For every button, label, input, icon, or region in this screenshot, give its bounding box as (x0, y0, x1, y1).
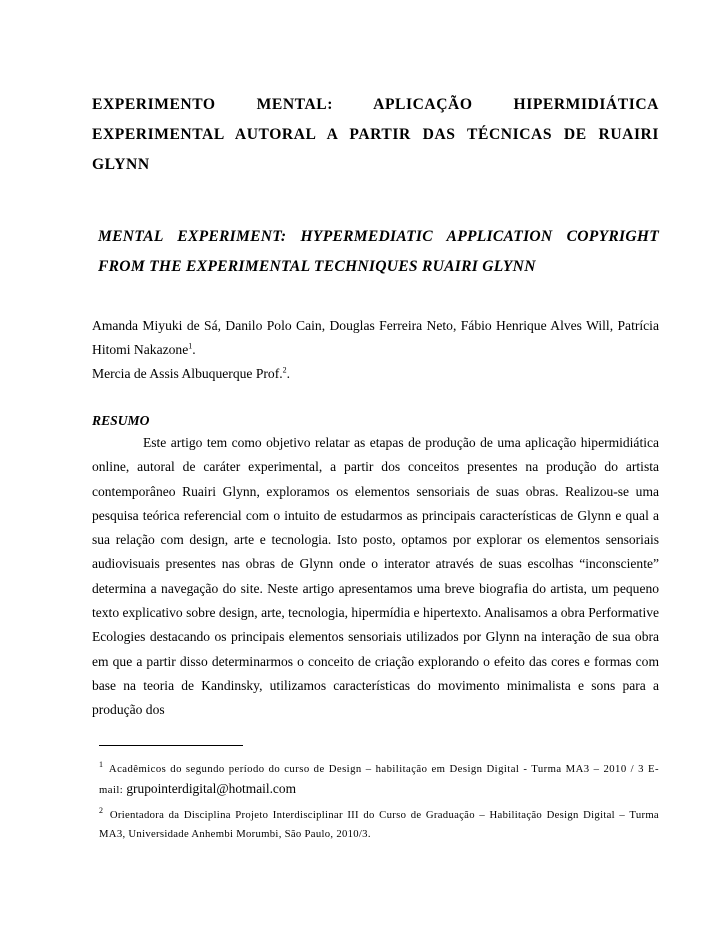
paper-title: EXPERIMENTO MENTAL: APLICAÇÃO HIPERMIDIÁTICA EXPERIMENTAL AUTORAL A PARTIR DAS TÉCNICAS DE RUAIRI GLYNN (92, 96, 659, 173)
advisor-tail: . (286, 366, 291, 381)
abstract-body: Este artigo tem como objetivo relatar as etapas de produção de uma aplicação hipermidiática online, autoral de caráter experimental, a partir dos conceitos presentes na produção do artista contemporâneo Ruairi Glynn, exploramos os elementos sensoriais de suas obras. Realizou-se uma pesquisa teórica referencial com o intuito de estudarmos as principais características de Glynn e qual a sua relação com design, arte e tecnologia. Isto posto, optamos por explorar os elementos sensoriais audiovisuais presentes nas obras de Glynn onde o interator através de suas escolhas “inconsciente” determina a navegação do site. Neste artigo apresentamos uma breve biografia do artista, um pequeno texto explicativo sobre design, arte, tecnologia, hipermídia e hipertexto. Analisamos a obra Performative Ecologies destacando os principais elementos sensoriais utilizados por Glynn na interação de sua obra em que a partir disso determinarmos o conceito de criação explorando o efeito das cores e formas com base na teoria de Kandinsky, utilizamos características do movimento minimalista e sons para a produção dos (92, 435, 659, 718)
student-authors-tail: . (192, 342, 196, 357)
footnote-1-text: Acadêmicos do segundo período do curso de Design – habilitação em Design Digital - Turma MA3 – 2010 / 3 E-mail: (99, 763, 659, 796)
footnote-1 (99, 760, 659, 800)
footnote-1-email: grupointerdigital@hotmail.com (126, 781, 296, 796)
student-authors (92, 314, 659, 362)
footnote-2-text: Orientadora da Disciplina Projeto Interdisciplinar III do Curso de Graduação – Habilitação Design Digital – Turma MA3, Universidade Anhembi Morumbi, São Paulo, 2010/3. (99, 809, 659, 840)
footnote-divider (99, 745, 243, 746)
footnote-2 (99, 806, 659, 844)
author-block (92, 314, 659, 386)
paper-subtitle-english: MENTAL EXPERIMENT: HYPERMEDIATIC APPLICATION COPYRIGHT FROM THE EXPERIMENTAL TECHNIQUES RUAIRI GLYNN (98, 228, 659, 275)
footnote-marker-1: 1 (188, 341, 193, 351)
footnote-1-number: 1 (99, 760, 104, 770)
footnote-2-number: 2 (99, 806, 104, 816)
advisor-author (92, 362, 659, 386)
student-authors-names: Amanda Miyuki de Sá, Danilo Polo Cain, Douglas Ferreira Neto, Fábio Henrique Alves Will, Patrícia Hitomi Nakazone (92, 318, 659, 357)
abstract-heading: RESUMO (92, 413, 150, 428)
footnote-marker-2: 2 (282, 365, 287, 375)
advisor-name: Mercia de Assis Albuquerque Prof. (92, 366, 283, 381)
